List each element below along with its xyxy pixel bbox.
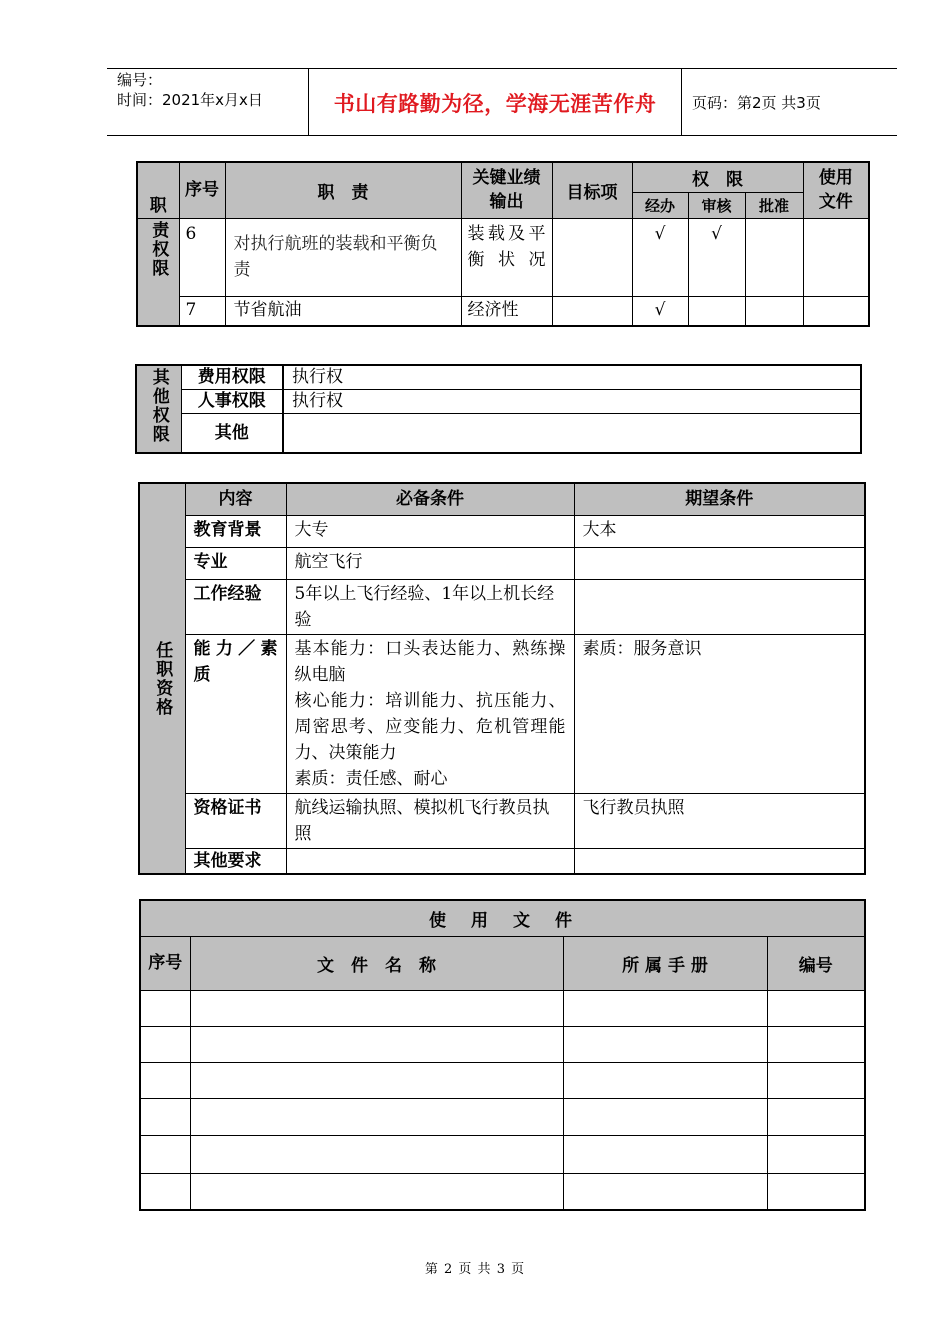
col-no-header: 序号	[179, 162, 225, 218]
duty-row-text: 对执行航班的装载和平衡负责	[225, 218, 461, 296]
core-ability-text: 核心能力：培训能力、抗压能力、周密思考、应变能力、危机管理能力、决策能力	[294, 690, 566, 763]
authority-label: 其他	[181, 413, 283, 453]
doc-cell	[140, 990, 190, 1026]
doc-cell	[563, 1098, 767, 1135]
qualification-label: 其他要求	[185, 848, 286, 874]
doc-cell	[563, 990, 767, 1026]
doc-cell	[190, 1173, 563, 1210]
documents-table	[139, 899, 866, 1211]
sub-review-header: 审核	[688, 192, 745, 218]
doc-cell	[140, 1173, 190, 1210]
header-bottom-rule	[107, 135, 897, 136]
basic-ability-text: 基本能力：口头表达能力、熟练操纵电脑	[294, 638, 566, 685]
authority-label: 费用权限	[181, 365, 283, 389]
other-authority-side-label: 其他权限	[136, 365, 181, 453]
doc-cell	[563, 1062, 767, 1098]
doc-cell	[190, 1026, 563, 1062]
header-meta	[117, 70, 263, 110]
authority-value: 执行权	[283, 365, 861, 389]
page-info: 页码：第2页 共3页	[692, 94, 821, 112]
doc-cell	[140, 1135, 190, 1173]
col-authority-header: 权 限	[632, 162, 803, 192]
duty-row-target	[552, 296, 632, 326]
date-text: 时间：2021年x月x日	[117, 91, 263, 109]
col-required-header: 必备条件	[286, 483, 574, 515]
header-divider	[681, 68, 682, 136]
qualification-expected: 素质：服务意识	[574, 634, 865, 793]
duty-row-no: 6	[179, 218, 225, 296]
duties-corner: 职	[137, 162, 179, 218]
doc-cell	[190, 1135, 563, 1173]
doc-cell	[190, 990, 563, 1026]
col-docs-header: 使用文件	[803, 162, 869, 218]
authority-value	[283, 413, 861, 453]
qualification-label: 能力／素质	[185, 634, 286, 793]
header-divider	[308, 68, 309, 136]
duty-row-no: 7	[179, 296, 225, 326]
qualification-required	[286, 634, 574, 793]
doc-col-name: 文 件 名 称	[190, 936, 563, 990]
doc-cell	[563, 1026, 767, 1062]
documents-title: 使 用 文 件	[140, 900, 865, 936]
doc-cell	[190, 1098, 563, 1135]
duty-row-review	[688, 296, 745, 326]
code-label: 编号：	[117, 71, 163, 89]
qualifications-table	[138, 482, 866, 875]
doc-cell	[563, 1135, 767, 1173]
authority-value: 执行权	[283, 389, 861, 413]
doc-cell	[190, 1062, 563, 1098]
sub-handle-header: 经办	[632, 192, 688, 218]
doc-cell	[767, 990, 865, 1026]
doc-col-code: 编号	[767, 936, 865, 990]
col-output-header: 关键业绩输出	[461, 162, 552, 218]
duties-side-label: 责权限	[137, 218, 179, 326]
qualification-expected	[574, 579, 865, 634]
duty-row-text: 节省航油	[225, 296, 461, 326]
qualification-required: 5年以上飞行经验、1年以上机长经验	[286, 579, 574, 634]
doc-cell	[140, 1062, 190, 1098]
duty-row-approve	[745, 296, 803, 326]
qualification-label: 工作经验	[185, 579, 286, 634]
page-footer: 第 2 页 共 3 页	[424, 1262, 526, 1277]
header-top-rule	[107, 68, 897, 69]
duties-table	[136, 161, 870, 327]
qualification-label: 专业	[185, 547, 286, 579]
col-content-header: 内容	[185, 483, 286, 515]
qualification-required	[286, 848, 574, 874]
duty-row-approve	[745, 218, 803, 296]
qualification-expected	[574, 547, 865, 579]
col-target-header: 目标项	[552, 162, 632, 218]
doc-col-no: 序号	[140, 936, 190, 990]
doc-cell	[563, 1173, 767, 1210]
doc-col-manual: 所 属 手 册	[563, 936, 767, 990]
doc-cell	[767, 1062, 865, 1098]
qualification-label: 资格证书	[185, 793, 286, 848]
doc-cell	[140, 1098, 190, 1135]
doc-cell	[140, 1026, 190, 1062]
sub-approve-header: 批准	[745, 192, 803, 218]
duty-row-review: √	[688, 218, 745, 296]
qualifications-side-label: 任职资格	[139, 483, 185, 874]
doc-cell	[767, 1098, 865, 1135]
col-expected-header: 期望条件	[574, 483, 865, 515]
duty-row-target	[552, 218, 632, 296]
qualification-required: 航空飞行	[286, 547, 574, 579]
motto: 书山有路勤为径，学海无涯苦作舟	[333, 92, 657, 116]
qualification-label: 教育背景	[185, 515, 286, 547]
duty-row-docs	[803, 296, 869, 326]
qualification-required: 大专	[286, 515, 574, 547]
qualification-expected	[574, 848, 865, 874]
other-authority-table	[135, 364, 862, 454]
doc-cell	[767, 1173, 865, 1210]
duty-row-output: 装载及平衡状况	[461, 218, 552, 296]
doc-cell	[767, 1135, 865, 1173]
quality-text: 素质：责任感、耐心	[294, 768, 448, 789]
qualification-required: 航线运输执照、模拟机飞行教员执照	[286, 793, 574, 848]
qualification-expected: 大本	[574, 515, 865, 547]
duty-row-output: 经济性	[461, 296, 552, 326]
duty-row-handle: √	[632, 218, 688, 296]
doc-cell	[767, 1026, 865, 1062]
duty-row-handle: √	[632, 296, 688, 326]
duty-row-docs	[803, 218, 869, 296]
col-duty-header: 职 责	[225, 162, 461, 218]
qualification-expected: 飞行教员执照	[574, 793, 865, 848]
authority-label: 人事权限	[181, 389, 283, 413]
